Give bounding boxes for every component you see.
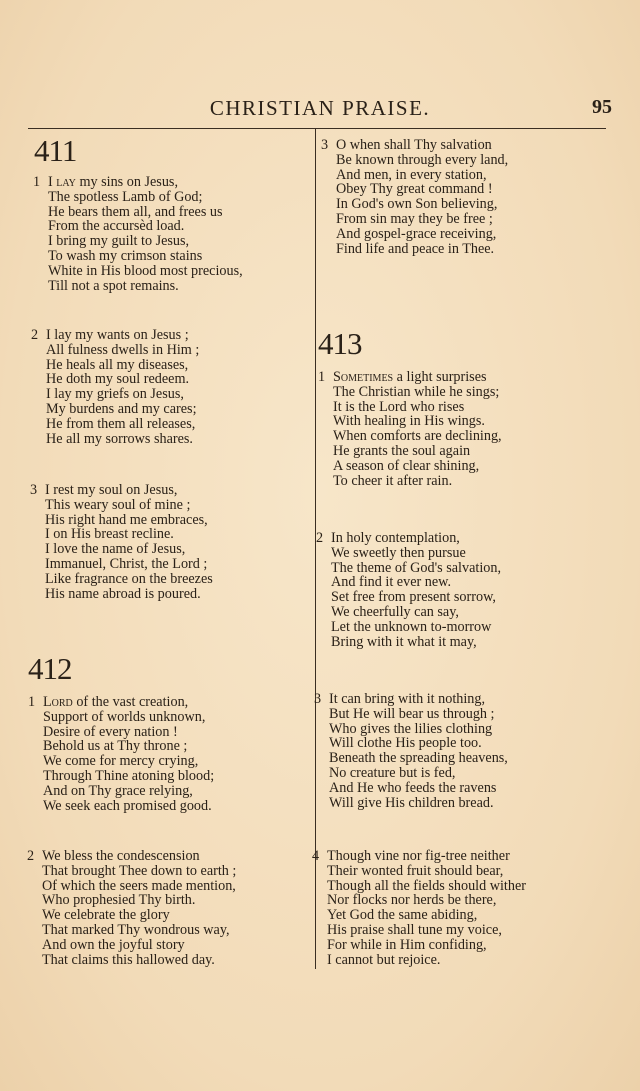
first-line-text: a light surprises (393, 369, 487, 385)
verse-line: Obey Thy great command ! (336, 181, 493, 198)
verse-line: The Christian while he sings; (333, 383, 500, 400)
verse-line: Find life and peace in Thee. (336, 240, 495, 257)
verse-line: We come for mercy crying, (43, 753, 199, 770)
stanza (27, 849, 236, 967)
verse-line: I cannot but rejoice. (327, 951, 441, 968)
small-caps-opening: Lord (43, 694, 73, 710)
stanza-number: 4 (312, 848, 320, 864)
stanza-first-line (31, 328, 199, 343)
verse-line: Though all the fields should wither (327, 877, 526, 894)
first-line-text: of the vast creation, (72, 694, 189, 710)
verse-line: And gospel-grace receiving, (336, 225, 497, 242)
stanza (30, 483, 213, 601)
header-rule (28, 128, 606, 129)
verse-line: We celebrate the glory (42, 907, 170, 924)
stanza-first-line (318, 370, 502, 385)
first-line-text: It can bring with it nothing, (329, 691, 486, 707)
stanza-first-line (321, 138, 508, 153)
hymn-number-412: 412 (28, 651, 72, 686)
verse-line: He all my sorrows shares. (46, 430, 193, 447)
stanza-first-line (30, 483, 213, 498)
running-header: CHRISTIAN PRAISE. (209, 96, 431, 120)
stanza (33, 175, 243, 293)
stanza-number: 2 (316, 530, 324, 546)
verse-line: That marked Thy wondrous way, (42, 921, 230, 938)
verse-line: For while in Him confiding, (327, 936, 487, 953)
verse-line: That brought Thee down to earth ; (42, 862, 237, 879)
page-number: 95 (592, 96, 612, 118)
stanza-number: 3 (314, 691, 322, 707)
verse-line: All fulness dwells in Him ; (46, 341, 200, 358)
verse-line: He bears them all, and frees us (48, 203, 223, 220)
verse-line: His right hand me embraces, (45, 511, 208, 528)
verse-line: Beneath the spreading heavens, (329, 750, 508, 767)
first-line-text: In holy contemplation, (331, 530, 460, 546)
first-line-text: I rest my soul on Jesus, (45, 482, 178, 498)
stanza (31, 328, 199, 446)
verse-line: He doth my soul redeem. (46, 371, 190, 388)
stanza-first-line (316, 531, 501, 546)
verse-line: And own the joyful story (42, 936, 185, 953)
first-line-text: O when shall Thy salvation (336, 137, 492, 153)
verse-line: I lay my griefs on Jesus, (46, 386, 184, 403)
verse-line: With healing in His wings. (333, 413, 485, 430)
verse-line: Bring with it what it may, (331, 633, 477, 650)
verse-line: He heals all my diseases, (46, 356, 189, 373)
stanza-number: 1 (33, 174, 41, 190)
verse-line: Who gives the lilies clothing (329, 720, 493, 737)
verse-line: It is the Lord who rises (333, 398, 465, 415)
verse-line: Who prophesied Thy birth. (42, 892, 196, 909)
verse-line: He from them all releases, (46, 415, 196, 432)
verse-line: I love the name of Jesus, (45, 541, 186, 558)
verse-line: Be known through every land, (336, 151, 509, 168)
verse-line: Behold us at Thy throne ; (43, 738, 188, 755)
verse-line: No creature but is fed, (329, 764, 456, 781)
verse-line: The theme of God's salvation, (331, 559, 502, 576)
verse-line: We cheerfully can say, (331, 603, 459, 620)
verse-line: And on Thy grace relying, (43, 782, 193, 799)
verse-line: We sweetly then pursue (331, 544, 466, 561)
stanza-number: 3 (30, 482, 38, 498)
verse-line: Their wonted fruit should bear, (327, 862, 504, 879)
verse-line: I bring my guilt to Jesus, (48, 233, 190, 250)
small-caps-opening: Sometimes (333, 369, 394, 385)
stanza (318, 370, 502, 488)
stanza-first-line (312, 849, 526, 864)
verse-line: When comforts are declining, (333, 428, 502, 445)
hymn-number-411: 411 (34, 133, 77, 168)
verse-line: And He who feeds the ravens (329, 779, 497, 796)
stanza-number: 3 (321, 137, 329, 153)
stanza-number: 2 (31, 327, 39, 343)
verse-line: His praise shall tune my voice, (327, 921, 502, 938)
first-line-text: Though vine nor fig-tree neither (327, 848, 510, 864)
verse-line: And find it ever new. (331, 574, 452, 591)
stanza (312, 849, 526, 967)
first-line-text: We bless the condescension (42, 848, 200, 864)
verse-line: Support of worlds unknown, (43, 708, 206, 725)
stanza (314, 692, 508, 810)
verse-line: In God's own Son believing, (336, 196, 498, 213)
verse-line: Like fragrance on the breezes (45, 570, 213, 587)
verse-line: White in His blood most precious, (48, 262, 243, 279)
first-line-text: I lay my wants on Jesus ; (46, 327, 189, 343)
verse-line: Of which the seers made mention, (42, 877, 236, 894)
verse-line: From sin may they be free ; (336, 210, 493, 227)
verse-line: Nor flocks nor herds be there, (327, 892, 497, 909)
stanza-first-line (33, 175, 243, 190)
verse-line: Immanuel, Christ, the Lord ; (45, 555, 208, 572)
stanza (321, 138, 508, 256)
stanza (28, 695, 214, 813)
verse-line: And men, in every station, (336, 166, 487, 183)
verse-line: The spotless Lamb of God; (48, 188, 203, 205)
verse-line: Desire of every nation ! (43, 723, 178, 740)
verse-line: We seek each promised good. (43, 797, 212, 814)
verse-line: Yet God the same abiding, (327, 907, 478, 924)
verse-line: I on His breast recline. (45, 526, 174, 543)
small-caps-opening: I lay (48, 174, 76, 190)
verse-line: Will give His children bread. (329, 794, 494, 811)
verse-line: His name abroad is poured. (45, 585, 201, 602)
stanza-number: 1 (28, 694, 36, 710)
verse-line: From the accursèd load. (48, 218, 185, 235)
verse-line: A season of clear shining, (333, 457, 480, 474)
verse-line: That claims this hallowed day. (42, 951, 215, 968)
first-line-text: my sins on Jesus, (75, 174, 178, 190)
verse-line: To wash my crimson stains (48, 247, 203, 264)
verse-line: Will clothe His people too. (329, 735, 482, 752)
stanza-first-line (27, 849, 236, 864)
verse-line: He grants the soul again (333, 442, 471, 459)
stanza (316, 531, 501, 649)
stanza-first-line (28, 695, 214, 710)
stanza-first-line (314, 692, 508, 707)
stanza-number: 2 (27, 848, 35, 864)
stanza-number: 1 (318, 369, 326, 385)
verse-line: Set free from present sorrow, (331, 589, 496, 606)
verse-line: Let the unknown to-morrow (331, 618, 492, 635)
verse-line: My burdens and my cares; (46, 400, 197, 417)
verse-line: Through Thine atoning blood; (43, 767, 215, 784)
verse-line: Till not a spot remains. (48, 277, 179, 294)
verse-line: But He will bear us through ; (329, 705, 495, 722)
verse-line: To cheer it after rain. (333, 472, 453, 489)
verse-line: This weary soul of mine ; (45, 496, 191, 513)
hymn-number-413: 413 (318, 326, 362, 361)
